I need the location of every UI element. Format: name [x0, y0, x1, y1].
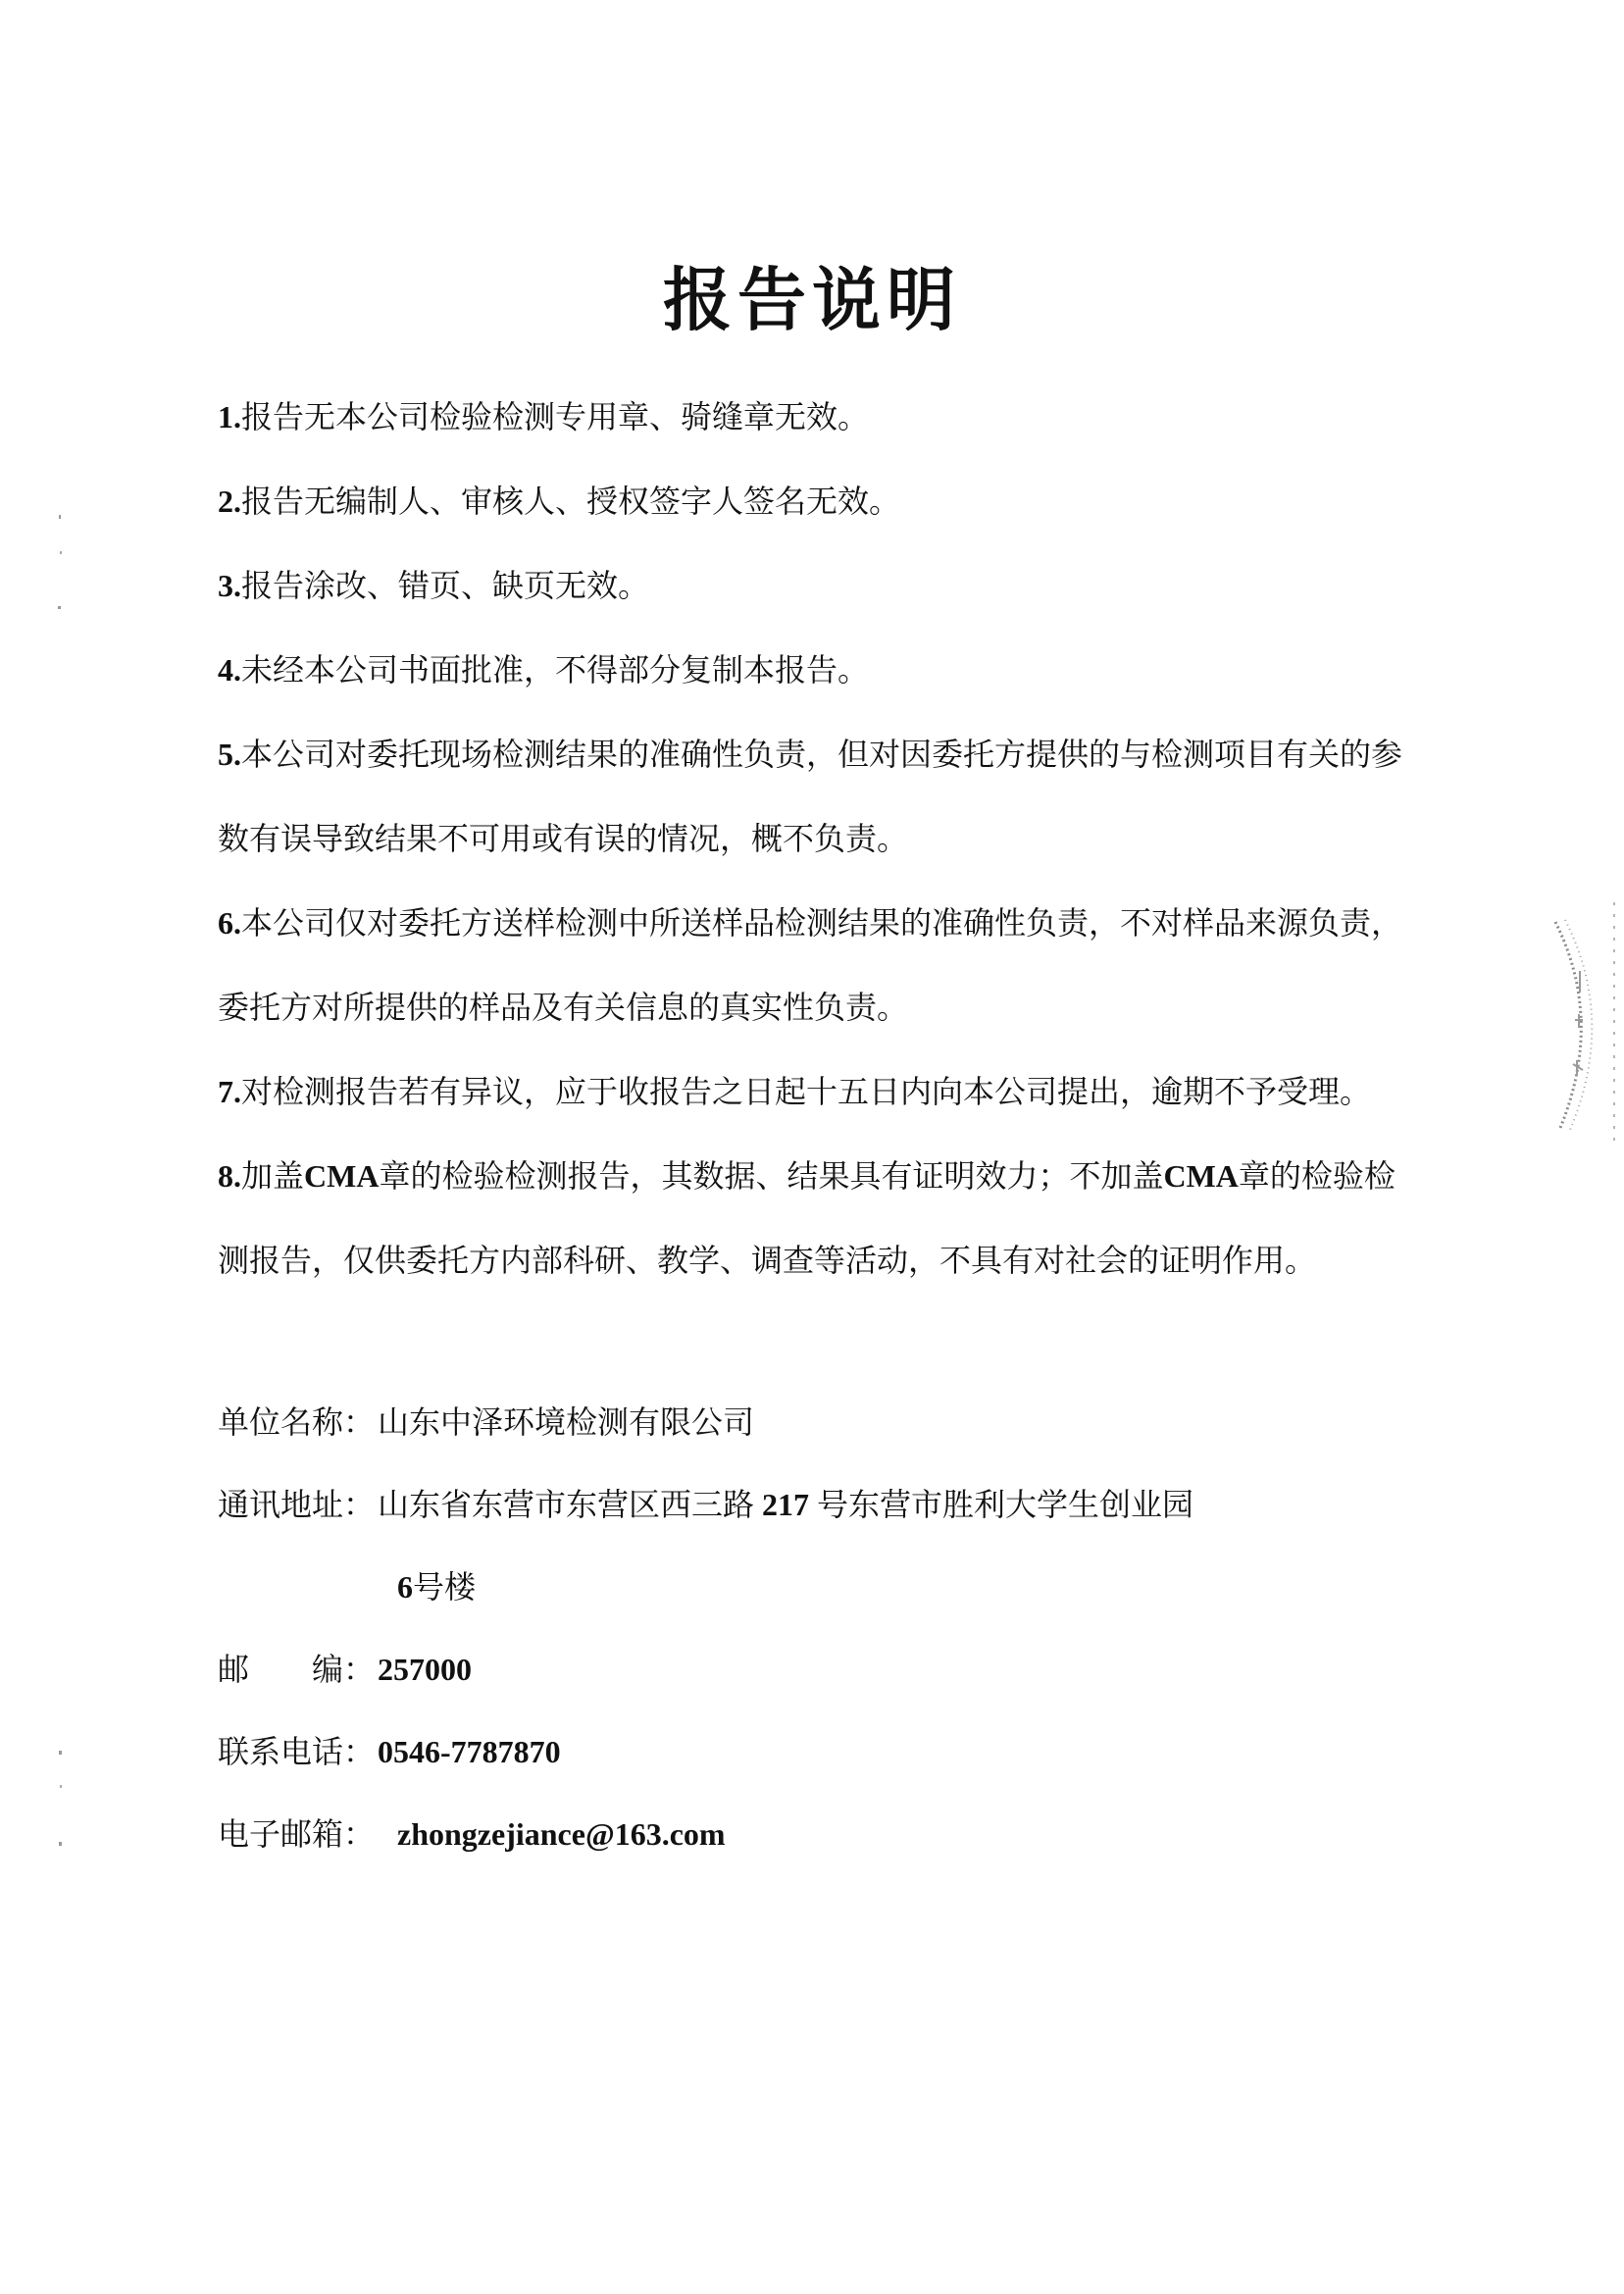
note-text-part: 章的检验检测报告，其数据、结果具有证明效力；不加盖: [379, 1157, 1164, 1195]
note-number: 3.: [218, 568, 241, 603]
cma-mark-text: CMA: [304, 1158, 380, 1194]
note-5: [218, 712, 1463, 796]
report-notes: [218, 375, 1463, 1302]
address-label: 通讯地址：: [218, 1486, 376, 1523]
note-number: 6.: [218, 905, 241, 941]
note-text: 本公司仅对委托方送样检测中所送样品检测结果的准确性负责，不对样品来源负责，: [241, 904, 1403, 942]
seam-stamp-edge: [1536, 902, 1624, 1147]
phone-label: 联系电话：: [218, 1733, 376, 1770]
contact-info: [218, 1381, 1463, 1875]
note-2: [218, 459, 1463, 543]
unit-row: [218, 1381, 1463, 1463]
address-number: 217: [754, 1487, 818, 1522]
note-text: 对检测报告若有异议，应于收报告之日起十五日内向本公司提出，逾期不予受理。: [241, 1073, 1372, 1110]
note-4: [218, 628, 1463, 712]
unit-label: 单位名称：: [218, 1403, 376, 1441]
note-6: [218, 881, 1463, 965]
address-line2-row: [218, 1546, 1463, 1628]
note-text: 报告涂改、错页、缺页无效。: [241, 567, 650, 604]
postcode-value: 257000: [378, 1652, 472, 1687]
note-5-continuation: 数有误导致结果不可用或有误的情况，概不负责。: [218, 820, 909, 857]
note-text: 报告无本公司检验检测专用章、骑缝章无效。: [241, 398, 870, 435]
note-number: 4.: [218, 652, 241, 688]
building-text: 号楼: [413, 1568, 477, 1606]
address-value: [378, 1463, 1193, 1546]
unit-value: 山东中泽环境检测有限公司: [378, 1403, 755, 1441]
note-1: [218, 375, 1463, 459]
address-part: 山东省东营市东营区西三路: [378, 1486, 755, 1523]
scan-specks: [54, 490, 74, 1863]
note-text-part: 章的检验检: [1238, 1157, 1396, 1195]
note-text: 本公司对委托现场检测结果的准确性负责，但对因委托方提供的与检测项目有关的参: [241, 736, 1403, 773]
note-3: [218, 543, 1463, 628]
note-8: [218, 1134, 1463, 1218]
email-value: zhongzejiance@163.com: [397, 1816, 726, 1852]
note-6-continuation: 委托方对所提供的样品及有关信息的真实性负责。: [218, 989, 909, 1026]
phone-row: [218, 1710, 1463, 1793]
phone-value: 0546-7787870: [378, 1734, 561, 1769]
building-number: 6: [397, 1569, 413, 1605]
note-text-part: 加盖: [241, 1157, 305, 1195]
note-number: 7.: [218, 1074, 241, 1109]
note-text: 未经本公司书面批准，不得部分复制本报告。: [241, 651, 870, 688]
note-7: [218, 1049, 1463, 1134]
email-row: [218, 1793, 1463, 1875]
address-part: 号东营市胜利大学生创业园: [817, 1486, 1194, 1523]
cma-mark-text: CMA: [1163, 1158, 1239, 1194]
note-number: 5.: [218, 737, 241, 772]
note-text: 报告无编制人、审核人、授权签字人签名无效。: [241, 483, 901, 520]
note-number: 8.: [218, 1158, 241, 1194]
email-label: 电子邮箱：: [218, 1815, 376, 1853]
note-number: 2.: [218, 484, 241, 519]
address-row: [218, 1463, 1463, 1546]
postcode-label: 邮 编：: [218, 1651, 376, 1688]
page-title: 报告说明: [663, 259, 961, 340]
note-8-continuation: 测报告，仅供委托方内部科研、教学、调查等活动，不具有对社会的证明作用。: [218, 1242, 1317, 1279]
postcode-row: [218, 1628, 1463, 1710]
note-number: 1.: [218, 399, 241, 434]
